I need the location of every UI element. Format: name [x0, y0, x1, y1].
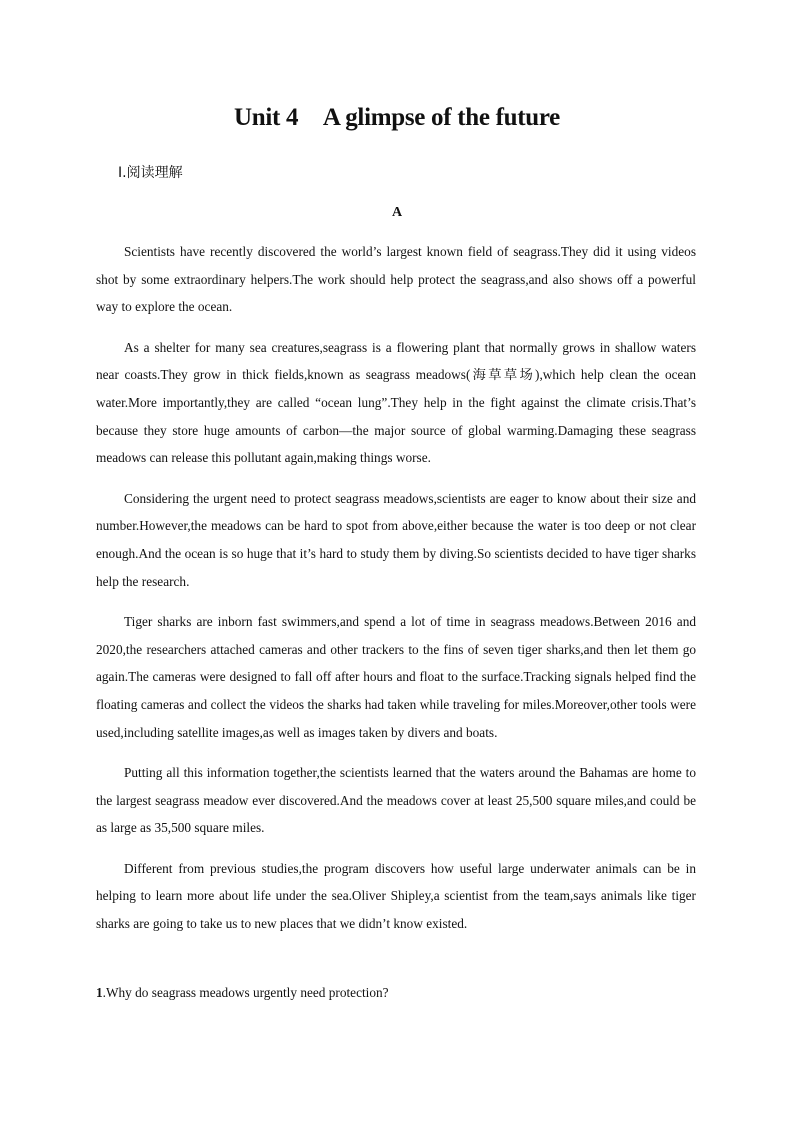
question-number: 1: [96, 985, 103, 1000]
paragraph-2: As a shelter for many sea creatures,seagrass is a flowering plant that normally grows in shallow waters near coasts.They grow in thick fields,known as seagrass meadows(海草草场),which help clean the ocean water.More importantly,they are called “ocean lung”.They help in the fight against the climate crisis.That’s because they store huge amounts of carbon—the major source of global warming.Damaging these seagrass meadows can release this pollutant again,making things worse.: [96, 339, 696, 466]
question-1: [96, 985, 389, 1001]
paragraph-3: Considering the urgent need to protect seagrass meadows,scientists are eager to know about their size and number.However,the meadows can be hard to spot from above,either because the water is too deep or not clear enough.And the ocean is so huge that it’s hard to study them by diving.So scientists decided to have tiger sharks help the research.: [96, 490, 696, 589]
paragraph-6: Different from previous studies,the program discovers how useful large underwater animals can be in helping to learn more about life under the sea.Oliver Shipley,a scientist from the team,says animals like tiger sharks are going to take us to new places that we didn’t know existed.: [96, 860, 696, 932]
page-title: Unit 4 A glimpse of the future: [234, 104, 560, 131]
paragraph-5: Putting all this information together,the scientists learned that the waters around the Bahamas are home to the largest seagrass meadow ever discovered.And the meadows cover at least 25,500 square miles,and could be as large as 35,500 square miles.: [96, 765, 696, 836]
paragraph-4: Tiger sharks are inborn fast swimmers,and spend a lot of time in seagrass meadows.Between 2016 and 2020,the researchers attached cameras and other trackers to the fins of seven tiger sharks,and then let them go again.The cameras were designed to fall off after hours and float to the surface.Tracking signals helped find the floating cameras and collect the videos the sharks had taken while traveling for miles.Moreover,other tools were used,including satellite images,as well as images taken by divers and boats.: [96, 614, 696, 740]
paragraph-1: Scientists have recently discovered the world’s largest known field of seagrass.They did it using videos shot by some extraordinary helpers.The work should help protect the seagrass,and also shows off a powerful way to explore the ocean.: [96, 244, 696, 315]
question-text: .Why do seagrass meadows urgently need protection?: [102, 985, 389, 1000]
passage-label: A: [391, 205, 403, 220]
passage-body: [96, 238, 696, 951]
section-heading: Ⅰ.阅读理解: [118, 165, 183, 181]
